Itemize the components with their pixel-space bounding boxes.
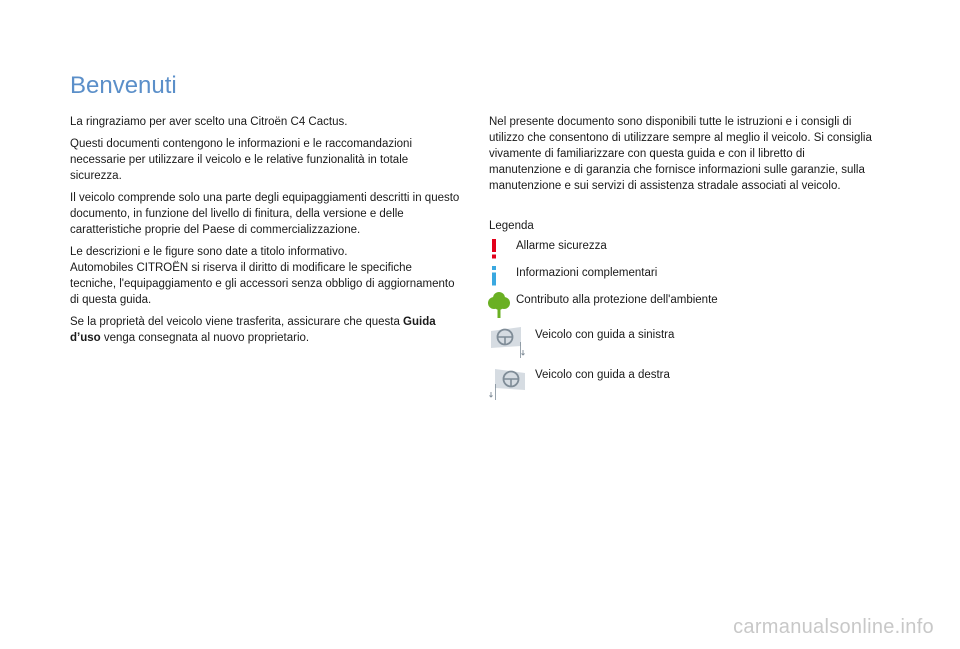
legend-label-right-drive: Veicolo con guida a destra <box>535 369 670 381</box>
paragraph-descriptions: Le descrizioni e le figure sono date a titolo informativo. <box>70 246 348 258</box>
page-title: Benvenuti <box>70 72 177 99</box>
guide-name: Guida d’uso <box>70 316 436 344</box>
paragraph-documents: Questi documenti contengono le informazioni e le raccomandazioni necessarie per utilizzare il veicolo e le relative funzionalità in totale sicurezza. <box>70 138 413 182</box>
tree-icon <box>487 292 511 318</box>
transfer-text-after: venga consegnata al nuovo proprietario. <box>100 332 310 344</box>
steering-wheel-right-icon <box>487 368 529 400</box>
legend-label-left-drive: Veicolo con guida a sinistra <box>535 329 675 341</box>
legend-label-warning: Allarme sicurezza <box>516 240 607 252</box>
watermark: carmanualsonline.info <box>733 616 934 638</box>
warning-exclamation-icon <box>489 239 499 259</box>
paragraph-equipment: Il veicolo comprende solo una parte degli equipaggiamenti descritti in questo documento, in funzione del livello di finitura, della versione e delle caratteristiche proprie del Paese di commercializzazione. <box>70 192 460 236</box>
paragraph-transfer <box>70 314 460 346</box>
intro-column <box>70 114 460 352</box>
paragraph-instructions: Nel presente documento sono disponibili tutte le istruzioni e i consigli di utilizzo che consentono di utilizzare sempre al meglio il veicolo. Si consiglia vivamente di familiarizzare con questa guida e con il libretto di manutenzione e di garanzia che fornisce informazioni sulle garanzie, sulla manutenzione e sui servizi di assistenza stradale associati al veicolo. <box>489 116 872 192</box>
legend-label-info: Informazioni complementari <box>516 267 658 279</box>
paragraph-thanks: La ringraziamo per aver scelto una Citroën C4 Cactus. <box>70 116 348 128</box>
legend-label-environment: Contributo alla protezione dell'ambiente <box>516 294 718 306</box>
legend-title: Legenda <box>489 220 534 232</box>
transfer-text-before: Se la proprietà del veicolo viene trasferita, assicurare che questa <box>70 316 404 328</box>
steering-wheel-left-icon <box>489 326 531 358</box>
info-icon <box>489 266 499 286</box>
paragraph-rights: Automobiles CITROËN si riserva il diritto di modificare le specifiche tecniche, l'equipaggiamento e gli accessori senza obbligo di aggiornamento di questa guida. <box>70 262 455 306</box>
info-column <box>489 114 879 194</box>
